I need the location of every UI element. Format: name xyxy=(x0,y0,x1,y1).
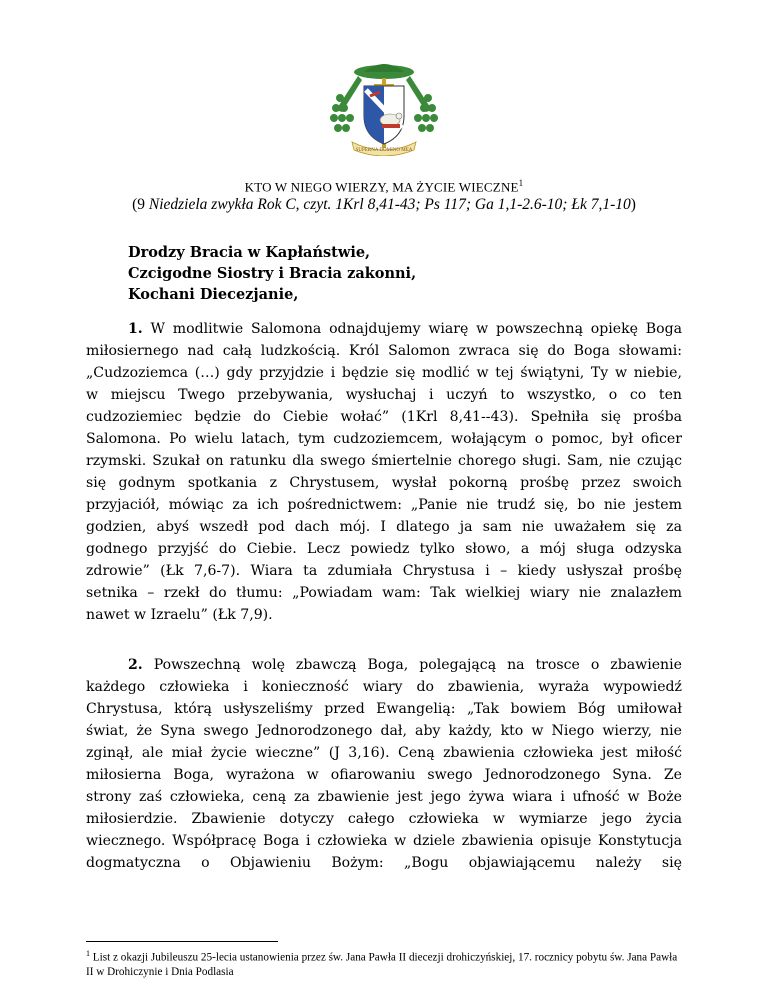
document-title xyxy=(0,178,768,195)
paragraph-line: rzymski. Szukał on ratunku dla swego śmiertelnie chorego sługi. Sam, nie czując xyxy=(86,453,682,469)
greeting-line: Czcigodne Siostry i Bracia zakonni, xyxy=(128,265,417,282)
paragraph-line: się godnym spotkania z Chrystusem, wysłał pokorną prośbę przez swoich xyxy=(86,475,682,491)
paragraph-line: miłosierdzie. Zbawienie dotyczy całego człowieka w wymiarze jego życia xyxy=(86,811,682,827)
paragraph-line: wiecznego. Współpracę Boga i człowieka w dziele zbawienia opisuje Konstytucja xyxy=(86,833,682,849)
paragraph-line: w miejscu Twego przebywania, wysłuchaj i uczyń to wszystko, o co ten xyxy=(86,387,682,403)
coat-of-arms-icon xyxy=(330,58,438,156)
title-footnote-mark: 1 xyxy=(518,178,524,188)
liturgical-reference xyxy=(0,196,768,214)
footnote-text: List z okazji Jubileuszu 25-lecia ustanowienia przez św. Jana Pawła II diecezji drohiczyńskiej, 17. rocznicy pobytu św. Jana Pawła II w Drohiczynie i Dnia Podlasia xyxy=(86,951,678,978)
subtitle-open: (9 xyxy=(132,196,149,213)
paragraph-line: dogmatyczna o Objawieniu Bożym: „Bogu objawiającemu należy się xyxy=(86,855,682,871)
paragraph-line: miłosiernego nad całą ludzkością. Król Salomon zwraca się do Boga słowami: xyxy=(86,343,682,359)
paragraph-line: godnego przyjść do Ciebie. Lecz powiedz tylko słowo, a mój sługa odzyska xyxy=(86,541,682,557)
paragraph-line: 1. W modlitwie Salomona odnajdujemy wiarę w powszechną opiekę Boga xyxy=(128,321,682,337)
paragraph-line: 2. Powszechną wolę zbawczą Boga, polegającą na trosce o zbawienie xyxy=(128,657,682,673)
footnote-divider xyxy=(86,941,278,942)
paragraph-number: 1. xyxy=(128,321,143,337)
paragraph-line: „Cudzoziemca (…) gdy przyjdzie i będzie się modlić w tej świątyni, Ty w niebie, xyxy=(86,365,682,381)
greeting xyxy=(128,242,416,305)
title-text: KTO W NIEGO WIERZY, MA ŻYCIE WIECZNE xyxy=(244,179,519,195)
paragraph-line: setnika – rzekł do tłumu: „Powiadam wam: Tak wielkiej wiary nie znalazłem xyxy=(86,585,682,601)
motto-text: SUPERNA DOMINO MEA xyxy=(355,148,413,153)
subtitle-readings: Niedziela zwykła Rok C, czyt. 1Krl 8,41-43; Ps 117; Ga 1,1-2.6-10; Łk 7,1-10 xyxy=(148,196,631,213)
paragraph-1 xyxy=(86,318,682,626)
paragraph-line: każdego człowieka i konieczność wiary do zbawienia, wyraża wypowiedź xyxy=(86,679,682,695)
paragraph-line: cudzoziemiec będzie do Ciebie wołać” (1Krl 8,41--43). Spełniła się prośba xyxy=(86,409,682,425)
paragraph-line: nawet w Izraelu” (Łk 7,9). xyxy=(86,607,273,623)
paragraph-line: Salomona. Po wielu latach, tym cudzoziemcem, wołającym o pomoc, był oficer xyxy=(86,431,682,447)
paragraph-line: strony zaś człowieka, ceną za zbawienie jest jego żywa wiara i ufność w Boże xyxy=(86,789,682,805)
paragraph-2 xyxy=(86,654,682,874)
paragraph-line: zdrowie” (Łk 7,6-7). Wiara ta zdumiała Chrystusa i – kiedy usłyszał prośbę xyxy=(86,563,682,579)
paragraph-line: zginął, ale miał życie wieczne” (J 3,16). Ceną zbawienia człowieka jest miłość xyxy=(86,745,682,761)
greeting-line: Kochani Diecezjanie, xyxy=(128,286,299,303)
subtitle-close: ) xyxy=(630,196,636,213)
paragraph-line: Chrystusa, którą usłyszeliśmy przed Ewangelią: „Tak bowiem Bóg umiłował xyxy=(86,701,682,717)
paragraph-line: miłosierna Boga, wyrażona w ofiarowaniu swego Jednorodzonego Syna. Ze xyxy=(86,767,682,783)
paragraph-number: 2. xyxy=(128,657,143,673)
paragraph-line: świat, że Syna swego Jednorodzonego dał, aby każdy, kto w Niego wierzy, nie xyxy=(86,723,682,739)
paragraph-line: przyjaciół, mówiąc za ich pośrednictwem: „Panie nie trudź się, bo nie jestem xyxy=(86,497,682,513)
footnote-mark: 1 xyxy=(86,949,90,958)
greeting-line: Drodzy Bracia w Kapłaństwie, xyxy=(128,244,371,261)
paragraph-line: godzien, abyś wszedł pod dach mój. I dlatego ja sam nie uważałem się za xyxy=(86,519,682,535)
footnote xyxy=(86,947,686,979)
